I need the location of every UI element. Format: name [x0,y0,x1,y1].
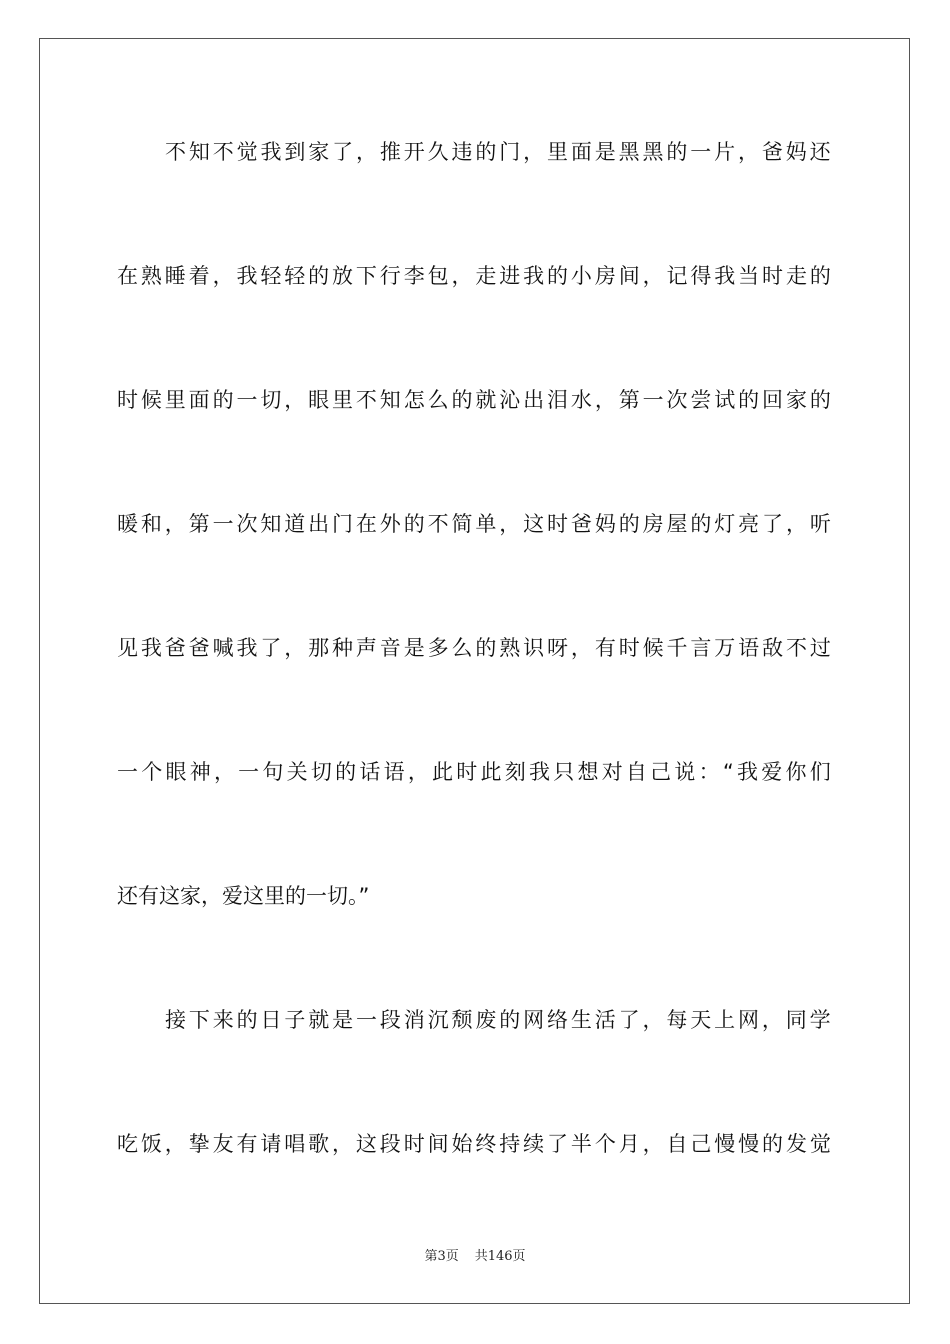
text-line: 一 个 眼 神 ， 一 句 关 切 的 话 语 ， 此 时 此 刻 我 只 想 对 自 己 说 ： “ 我 爱 你 们 [117,760,831,784]
text-line: 接 下 来 的 日 子 就 是 一 段 消 沉 颓 废 的 网 络 生 活 了 ， 每 天 上 网 ， 同 学 [165,1008,831,1032]
text-line: 不 知 不 觉 我 到 家 了 ， 推 开 久 违 的 门 ， 里 面 是 黑 黑 的 一 片 ， 爸 妈 还 [165,140,831,164]
text-line: 在 熟 睡 着 ， 我 轻 轻 的 放 下 行 李 包 ， 走 进 我 的 小 房 间 ， 记 得 我 当 时 走 的 [117,264,831,288]
page-border [39,38,910,1304]
text-line: 吃 饭 ， 挚 友 有 请 唱 歌 ， 这 段 时 间 始 终 持 续 了 半 个 月 ， 自 己 慢 慢 的 发 觉 [117,1132,831,1156]
text-line: 还有这家，爱这里的一切。” [117,884,370,908]
text-line: 暖 和 ， 第 一 次 知 道 出 门 在 外 的 不 简 单 ， 这 时 爸 妈 的 房 屋 的 灯 亮 了 ， 听 [117,512,831,536]
text-line: 时 候 里 面 的 一 切 ， 眼 里 不 知 怎 么 的 就 沁 出 泪 水 ， 第 一 次 尝 试 的 回 家 的 [117,388,831,412]
page-total: 共146页 [474,1249,526,1264]
page-number: 第3页 [424,1249,459,1264]
text-line: 见 我 爸 爸 喊 我 了 ， 那 种 声 音 是 多 么 的 熟 识 呀 ， 有 时 候 千 言 万 语 敌 不 过 [117,636,831,660]
page-footer [0,1245,950,1264]
